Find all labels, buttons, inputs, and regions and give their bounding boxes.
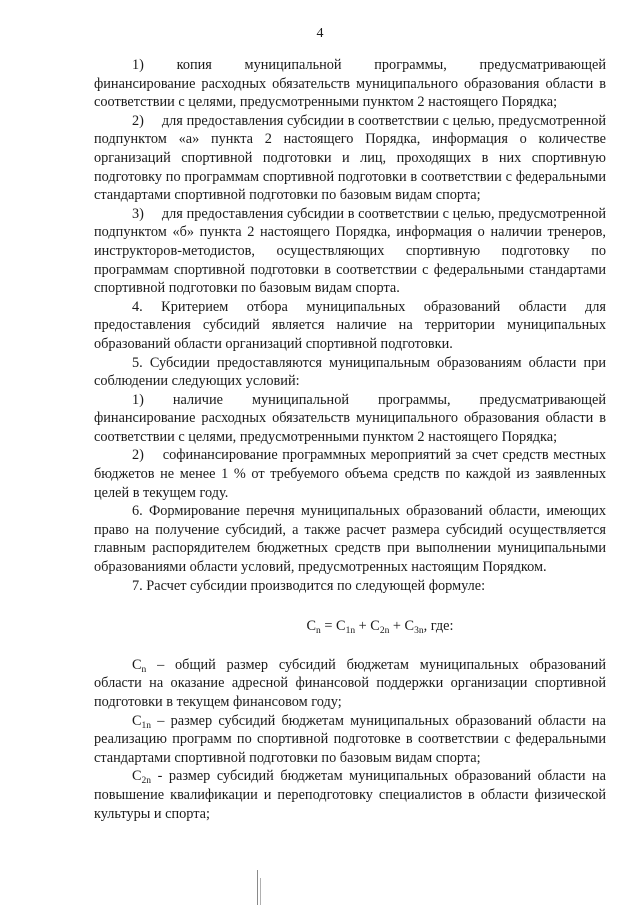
scan-artifact-line <box>260 878 261 905</box>
formula-eq: = <box>320 618 337 635</box>
formula-term-2-sub: 2n <box>379 626 390 637</box>
scan-artifact-line <box>257 870 258 905</box>
formula-lhs-sub: n <box>316 626 321 637</box>
definition-symbol-sub: 1n <box>141 720 152 731</box>
formula-lhs: C <box>306 618 317 635</box>
formula-term-1: C <box>336 618 346 635</box>
paragraph-conditions-intro: 5. Субсидии предоставляются муниципальным образованиям области при соблюдении следующих условий: <box>94 354 606 390</box>
definition-text: – размер субсидий бюджетам муниципальных образований области на реализацию программ по спортивной подготовке в соответствии с федеральными стандартами спортивной подготовки по базовым видам спорта; <box>94 712 606 766</box>
paragraph-condition-program: 1) наличие муниципальной программы, предусматривающей финансирование расходных обязательств муниципального образования области в соответствии с целями, предусмотренными пунктом 2 настоящего Порядка; <box>94 391 606 445</box>
definition-symbol: C <box>132 656 142 673</box>
formula-tail: , где: <box>423 618 454 635</box>
definition-c1n <box>94 712 606 768</box>
document-body <box>94 56 606 823</box>
formula-term-1-sub: 1n <box>345 626 356 637</box>
formula-term-2: C <box>370 618 380 635</box>
paragraph-selection-criterion: 4. Критерием отбора муниципальных образований области для предоставления субсидий является наличие на территории муниципальных образований области организаций спортивной подготовки. <box>94 298 606 352</box>
definition-symbol-sub: n <box>141 664 147 675</box>
page-number: 4 <box>316 26 324 41</box>
definition-text: – общий размер субсидий бюджетам муниципальных образований области на оказание адресной финансовой поддержки организации спортивной подготовки в текущем финансовом году; <box>94 656 606 710</box>
definition-text: - размер субсидий бюджетам муниципальных образований области на повышение квалификации и переподготовку специалистов в области физической культуры и спорта; <box>94 768 606 822</box>
definition-symbol-sub: 2n <box>141 776 152 787</box>
formula-term-3: C <box>404 618 415 635</box>
formula-term-3-sub: 3n <box>414 626 424 637</box>
paragraph-info-organizations: 2) для предоставления субсидии в соответствии с целью, предусмотренной подпунктом «а» пункта 2 настоящего Порядка, информация о количестве организаций спортивной подготовки и лиц, проходящих в них спортивную подготовку по программам спортивной подготовки в соответствии с федеральными стандартами спортивной подготовки по базовым видам спорта; <box>94 112 606 204</box>
definition-symbol: C <box>132 712 142 729</box>
subsidy-formula <box>94 617 606 636</box>
definition-symbol: C <box>132 768 142 785</box>
formula-plus-2: + <box>389 618 405 635</box>
paragraph-copy-program: 1) копия муниципальной программы, предусматривающей финансирование расходных обязательств муниципального образования области в соответствии с целями, предусмотренными пунктом 2 настоящего Порядка; <box>94 57 606 111</box>
formula-plus-1: + <box>355 618 371 635</box>
definition-c2n <box>94 767 606 823</box>
paragraph-info-trainers: 3) для предоставления субсидии в соответствии с целью, предусмотренной подпунктом «б» пункта 2 настоящего Порядка, информация о наличии тренеров, инструкторов-методистов, осуществляющих спортивную подготовку по программам спортивной подготовки в соответствии с федеральными стандартами спортивной подготовки по базовым видам спорта. <box>94 205 606 297</box>
paragraph-list-formation: 6. Формирование перечня муниципальных образований области, имеющих право на получение субсидий, а также расчет размера субсидий осуществляется главным распорядителем бюджетных средств при выполнении муниципальными образованиями области условий, предусмотренных настоящим Порядком. <box>94 503 606 576</box>
definition-cn <box>94 656 606 712</box>
paragraph-condition-cofinancing: 2) софинансирование программных мероприятий за счет средств местных бюджетов не менее 1 % от требуемого объема средств по каждой из заявленных целей в текущем году. <box>94 447 606 501</box>
paragraph-formula-intro: 7. Расчет субсидии производится по следующей формуле: <box>132 577 486 594</box>
